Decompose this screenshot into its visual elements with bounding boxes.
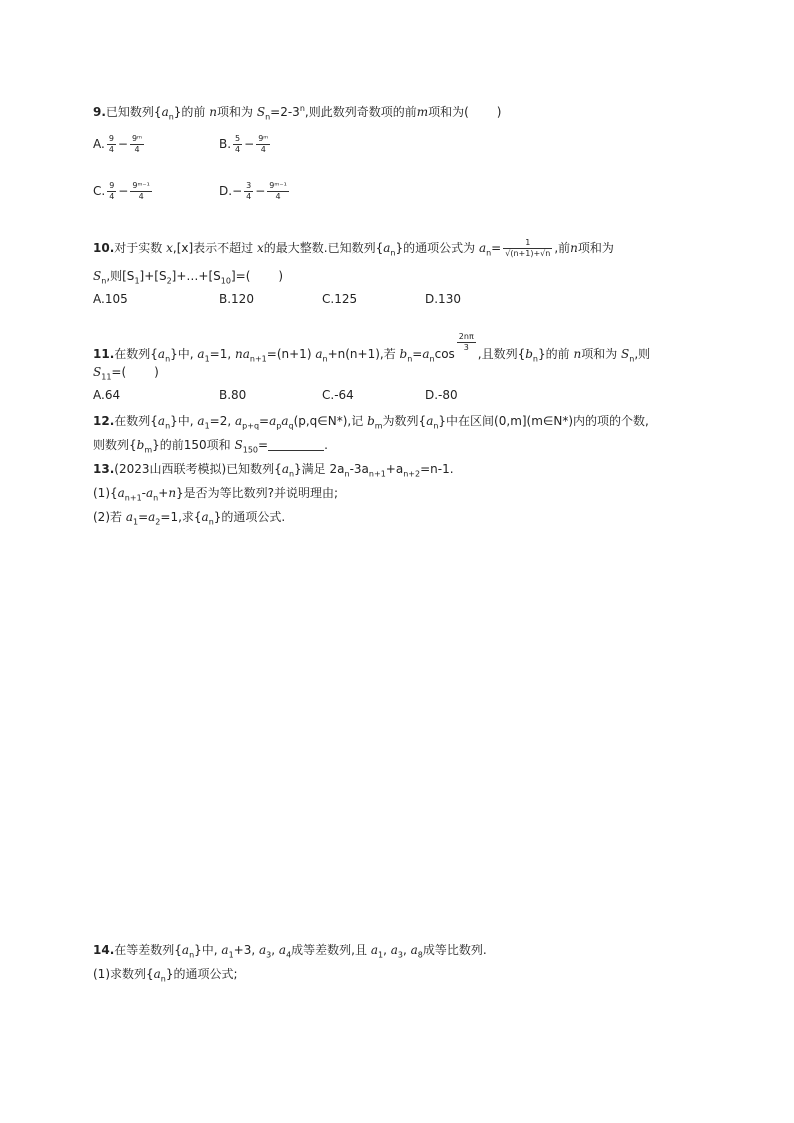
- fraction: $\frac{\text{9ᵐ⁻¹}}{4}$: [132, 181, 150, 201]
- question-13-part2: (2)若 $a_1=a_2=1$,求$\{a_n\}$的通项公式.: [93, 510, 286, 527]
- option-b[interactable]: B. $\frac{5}{4}$ − $\frac{\text{9ᵐ}}{4}$: [219, 134, 269, 154]
- question-13-part1: $(1)\{a_{n+1}-a_n+n\}$是否为等比数列?并说明理由;: [93, 486, 339, 503]
- option-c[interactable]: C.-64: [322, 388, 354, 402]
- fraction: $\frac{2n\pi}{3}$: [458, 332, 474, 352]
- option-a[interactable]: A.105: [93, 292, 128, 306]
- option-d[interactable]: D.− $\frac{3}{4}$ − $\frac{\text{9ᵐ⁻¹}}{4}$: [219, 181, 287, 201]
- fraction: $\frac{5}{4}$: [235, 134, 241, 154]
- option-d[interactable]: D.-80: [425, 388, 458, 402]
- question-14-part1: (1)求数列$\{a_n\}$的通项公式;: [93, 967, 238, 984]
- question-10-stem-line1: 10.对于实数 x,[x]表示不超过 x的最大整数.已知数列$\{a_n\}$的通项公式为 $a_n=$ $\frac{1}{√(n+1)+√n}$ ,前n项和为: [93, 238, 614, 258]
- option-c[interactable]: C. $\frac{9}{4}$ − $\frac{\text{9ᵐ⁻¹}}{4}$: [93, 181, 150, 201]
- fraction: $\frac{9}{4}$: [108, 134, 114, 154]
- fraction: $\frac{3}{4}$: [246, 181, 252, 201]
- option-a[interactable]: A. $\frac{9}{4}$ − $\frac{\text{9ᵐ}}{4}$: [93, 134, 143, 154]
- option-b[interactable]: B.120: [219, 292, 254, 306]
- question-11-stem-line2: $S_{11}=$( ): [93, 365, 159, 382]
- answer-blank[interactable]: [268, 450, 324, 451]
- option-a[interactable]: A.64: [93, 388, 121, 402]
- question-number: 14.: [93, 943, 115, 957]
- fraction: $\frac{1}{√(n+1)+√n}$: [505, 238, 551, 258]
- question-13-stem: 13.(2023山西联考模拟)已知数列$\{a_n\}$满足 $2a_n-3a_{n+1}+a_{n+2}=n-1$.: [93, 462, 454, 479]
- question-12-stem-line2: 则数列$\{b_m\}$的前150项和 $S_{150}=$ .: [93, 438, 328, 455]
- question-12-stem-line1: 12.在数列$\{a_n\}$中, $a_1=2$, $a_{p+q}=a_pa_q(p,q\in N*)$,记 $b_m$为数列$\{a_n\}$中在区间(0,m](m∈N*)内的项的个数,: [93, 414, 649, 431]
- formula: a: [478, 241, 487, 255]
- option-d[interactable]: D.130: [425, 292, 461, 306]
- question-11-stem-line1: 11.在数列$\{a_n\}$中, $a_1=1$, $na_{n+1}=(n+1)$ $a_n+n(n+1)$,若 $b_n=a_n\cos$ $\frac{2n\pi}{3}$ ,且数列$\{b_n\}$的前 n项和为 $S_n$,则: [93, 332, 651, 364]
- option-c[interactable]: C.125: [322, 292, 358, 306]
- question-number: 13.: [93, 462, 115, 476]
- question-10-stem-line2: $S_n$,则$[S_1]+[S_2]+\dots+[S_{10}]=$( ): [93, 269, 284, 286]
- option-b[interactable]: B.80: [219, 388, 247, 402]
- question-number: 10.: [93, 241, 115, 255]
- fraction: $\frac{9}{4}$: [109, 181, 115, 201]
- question-14-stem: 14.在等差数列$\{a_n\}$中, $a_1+3$, $a_3$, $a_4$成等差数列,且 $a_1$, $a_3$, $a_8$成等比数列.: [93, 943, 487, 960]
- fraction: $\frac{\text{9ᵐ}}{4}$: [131, 134, 143, 154]
- fraction: $\frac{\text{9ᵐ⁻¹}}{4}$: [269, 181, 287, 201]
- question-number: 9.: [93, 105, 106, 119]
- question-number: 11.: [93, 347, 115, 361]
- question-number: 12.: [93, 414, 115, 428]
- question-9-stem: 9.已知数列$\{a_n\}$的前 n项和为 $S_n=2-3^n$,则此数列奇数项的前m项和为( ): [93, 104, 502, 122]
- fraction: $\frac{\text{9ᵐ}}{4}$: [258, 134, 269, 154]
